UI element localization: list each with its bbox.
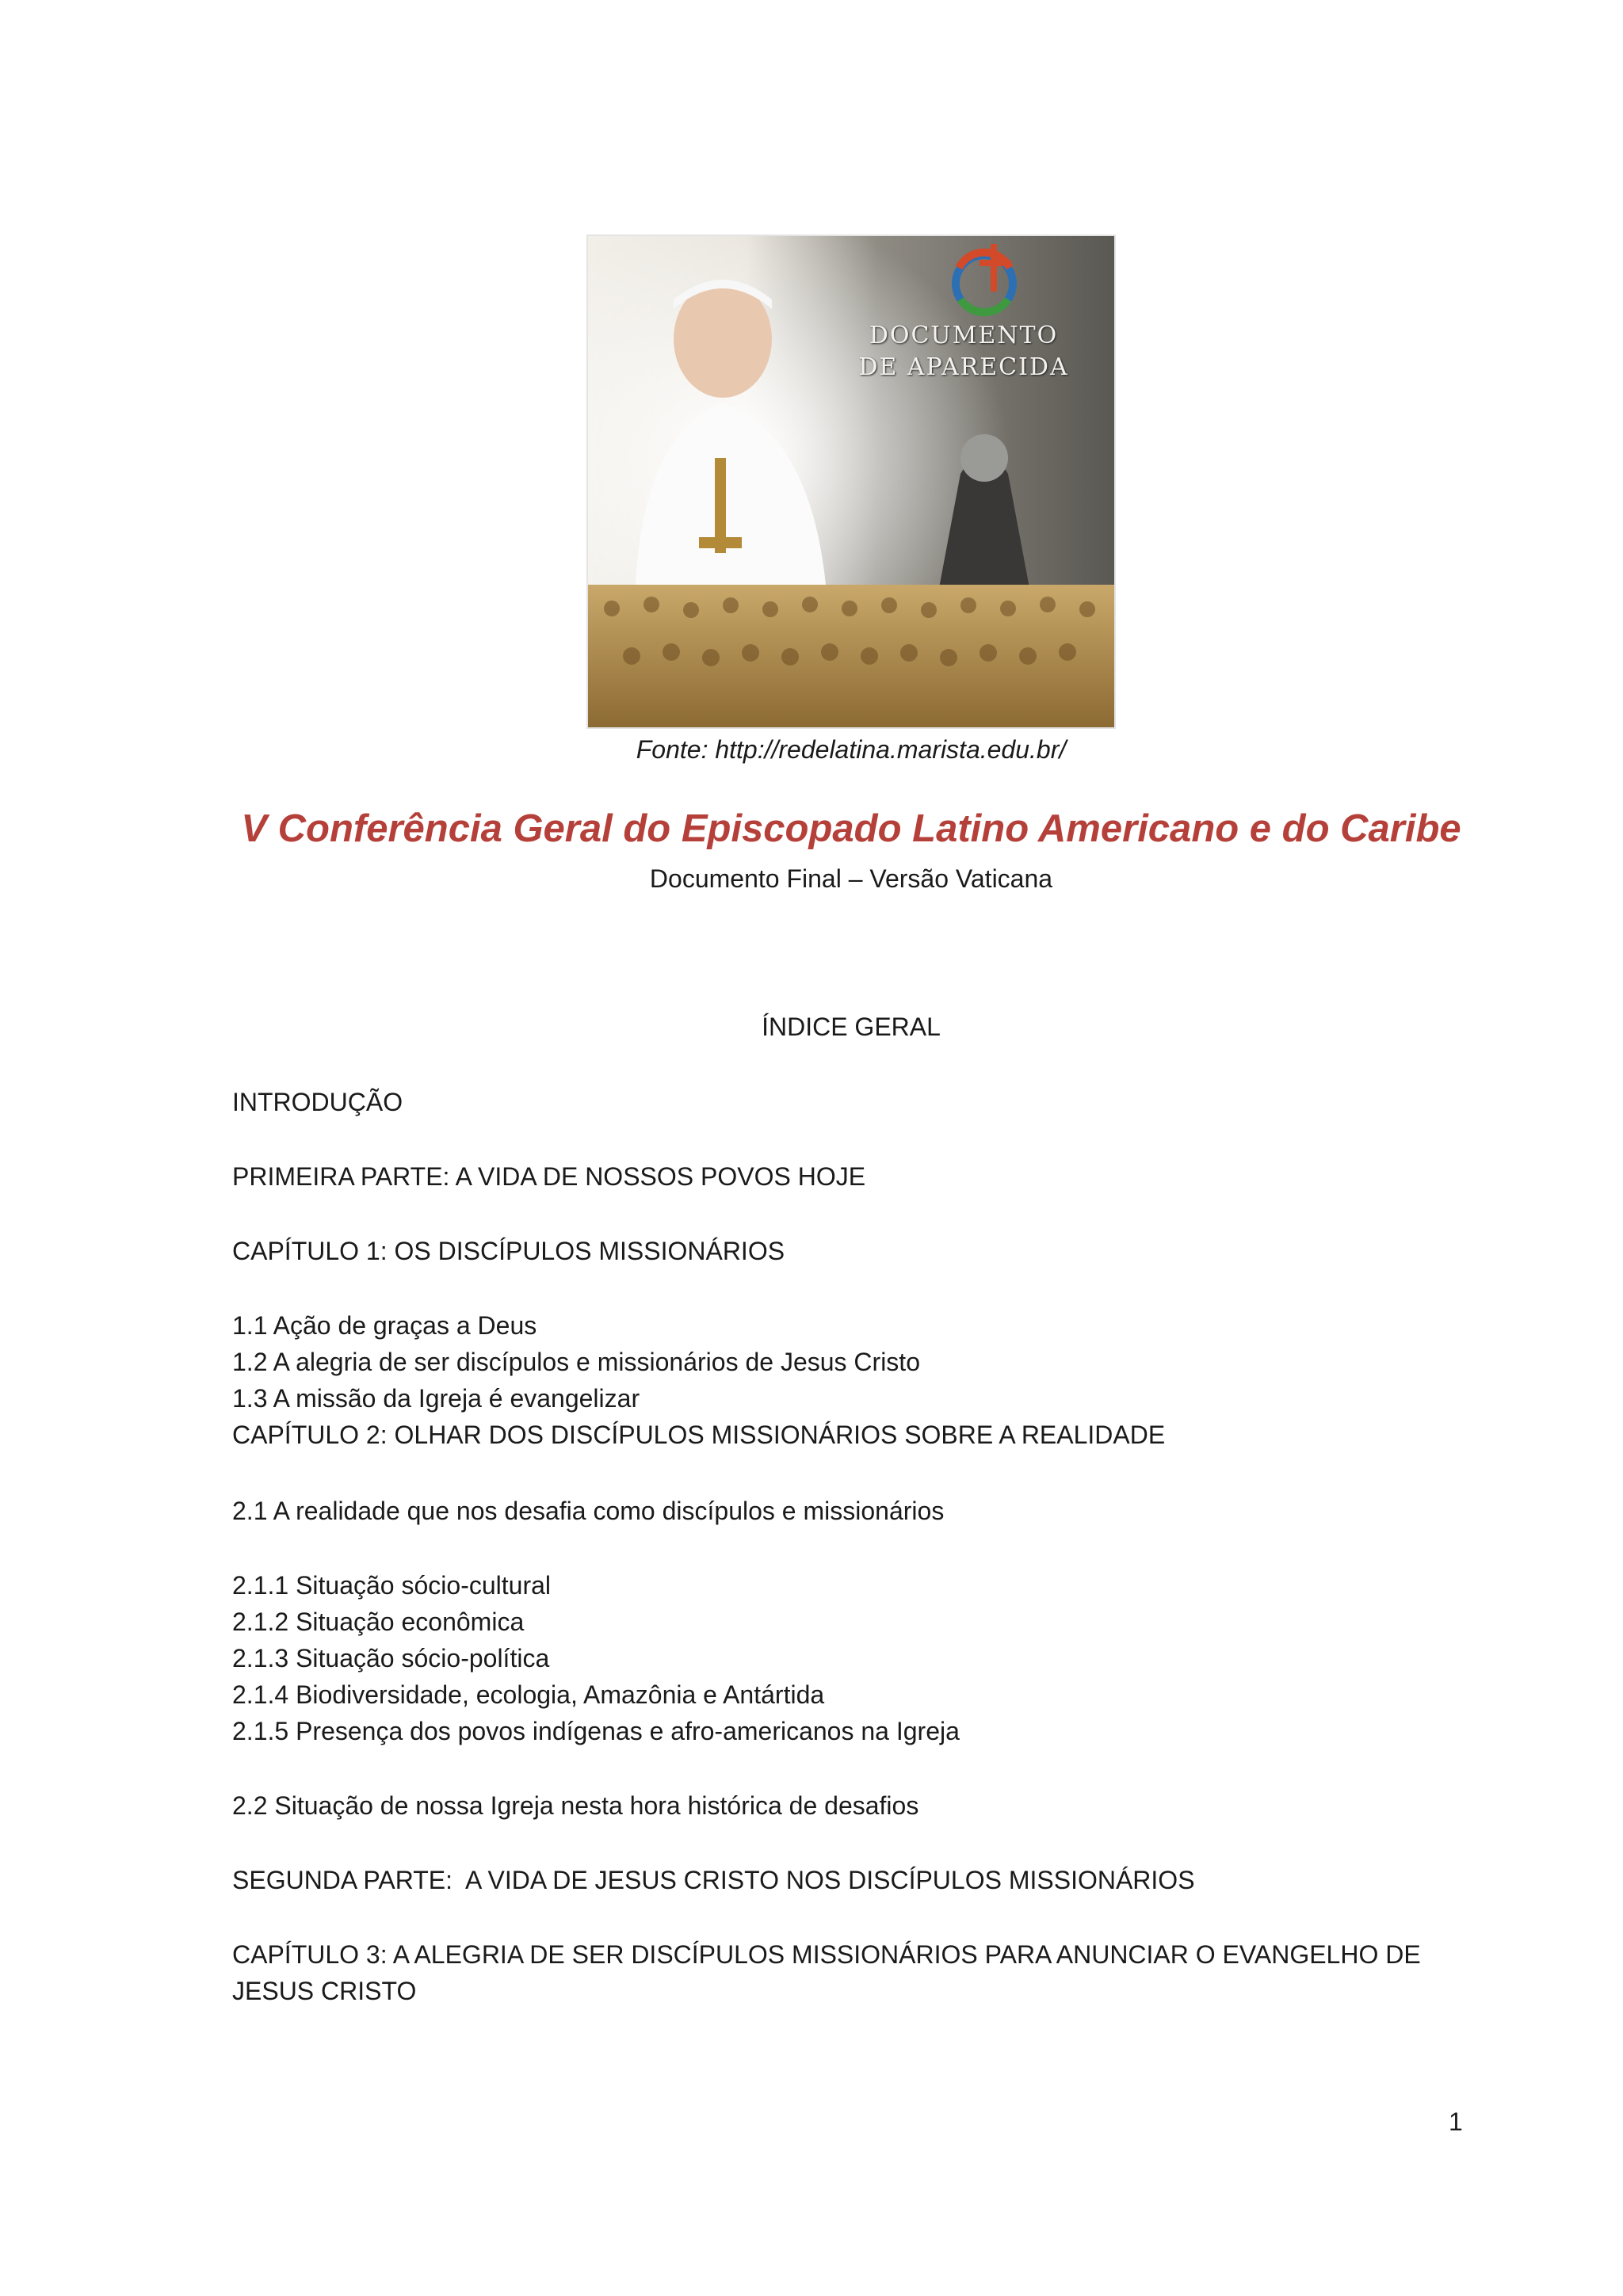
toc-item: 1.3 A missão da Igreja é evangelizar (232, 1384, 640, 1413)
index-heading: ÍNDICE GERAL (762, 1013, 941, 1041)
toc-item: CAPÍTULO 3: A ALEGRIA DE SER DISCÍPULOS MISSIONÁRIOS PARA ANUNCIAR O EVANGELHO DE (232, 1940, 1421, 1969)
cover-logo-line1: DOCUMENTO (869, 322, 1059, 349)
cover-illustration (588, 236, 1114, 727)
toc-item: 2.1.5 Presença dos povos indígenas e afro-americanos na Igreja (232, 1717, 960, 1745)
toc-item: 2.1 A realidade que nos desafia como discípulos e missionários (232, 1497, 945, 1525)
image-caption: Fonte: http://redelatina.marista.edu.br/ (636, 735, 1067, 764)
cover-logo-line2: DE APARECIDA (858, 353, 1069, 381)
toc-item: 2.1.3 Situação sócio-política (232, 1644, 550, 1672)
toc-item: INTRODUÇÃO (232, 1088, 403, 1116)
cover-logo-text (845, 320, 1083, 383)
toc-item: 2.1.1 Situação sócio-cultural (232, 1571, 551, 1600)
toc-item: 1.2 A alegria de ser discípulos e missionários de Jesus Cristo (232, 1348, 920, 1376)
toc-item: JESUS CRISTO (232, 1977, 417, 2005)
document-subtitle: Documento Final – Versão Vaticana (649, 864, 1053, 893)
document-title: V Conferência Geral do Episcopado Latino Americano e do Caribe (241, 807, 1461, 850)
toc-item: CAPÍTULO 1: OS DISCÍPULOS MISSIONÁRIOS (232, 1237, 785, 1265)
toc-item: PRIMEIRA PARTE: A VIDA DE NOSSOS POVOS HOJE (232, 1162, 866, 1191)
toc-item: 1.1 Ação de graças a Deus (232, 1311, 537, 1340)
toc-item: CAPÍTULO 2: OLHAR DOS DISCÍPULOS MISSIONÁRIOS SOBRE A REALIDADE (232, 1421, 1166, 1449)
toc-item: 2.1.4 Biodiversidade, ecologia, Amazônia e Antártida (232, 1680, 825, 1709)
page-number: 1 (1449, 2107, 1463, 2136)
toc-item: SEGUNDA PARTE: A VIDA DE JESUS CRISTO NOS DISCÍPULOS MISSIONÁRIOS (232, 1866, 1195, 1894)
cover-image (586, 235, 1116, 729)
toc-item: 2.2 Situação de nossa Igreja nesta hora histórica de desafios (232, 1791, 919, 1820)
toc-item: 2.1.2 Situação econômica (232, 1608, 525, 1636)
